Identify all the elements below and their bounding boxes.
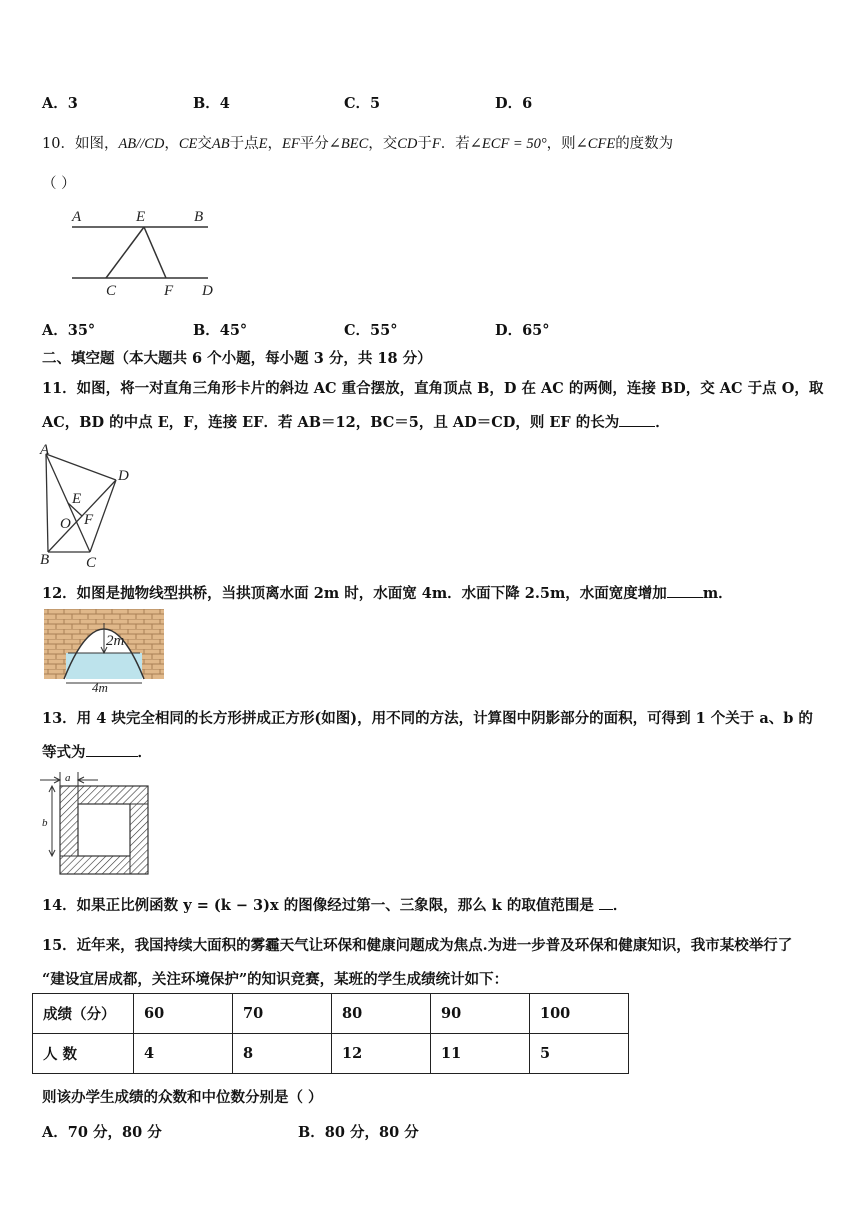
svg-text:C: C [86,555,97,570]
option-d: D．6 [495,95,533,112]
option-c: C．55° [344,322,398,339]
option-c: C．5 [344,95,381,112]
answer-blank [86,742,138,757]
parallel-lines-figure [62,203,222,298]
score-table [32,993,629,1074]
triangles-figure [38,440,138,570]
question-10-text: 10．如图，AB//CD，CE交AB于点E，EF平分∠BEC，交CD于F．若∠ECF = 50°，则∠CFE的度数为 [42,136,674,152]
option-a: A．3 [42,95,78,112]
svg-text:D: D [118,468,129,484]
square-tiling-figure [38,768,156,878]
label-f: F [164,283,174,298]
section-heading: 二、填空题（本大题共 6 个小题，每小题 3 分，共 18 分） [42,350,432,367]
table-row: 人 数 4 8 12 11 5 [33,1034,629,1074]
question-11-line1: 11．如图，将一对直角三角形卡片的斜边 AC 重合摆放，直角顶点 B，D 在 AC 的两侧，连接 BD，交 AC 于点 O，取 [42,380,824,397]
label-e: E [136,209,146,225]
answer-paren: （ ） [42,176,76,192]
svg-text:F: F [84,512,94,528]
option-b: B．45° [193,322,248,339]
option-a: A．70 分，80 分 [42,1124,162,1141]
svg-text:a: a [65,772,71,784]
label-b: B [194,209,204,225]
option-b: B．4 [193,95,230,112]
question-15-question: 则该办学生成绩的众数和中位数分别是（ ） [42,1089,323,1106]
svg-text:A: A [40,442,50,458]
question-14-text: 14．如果正比例函数 y = (k − 3)x 的图像经过第一、三象限，那么 k 的取值范围是 ． [42,897,628,914]
question-12-text: 12．如图是抛物线型拱桥，当拱顶离水面 2m 时，水面宽 4m．水面下降 2.5m，水面宽度增加 m． [42,585,733,602]
svg-text:2m: 2m [106,633,125,649]
question-11-line2: AC，BD 的中点 E，F，连接 EF．若 AB＝12，BC＝5，且 AD＝CD，则 EF 的长为 ． [42,414,670,431]
question-13-line1: 13．用 4 块完全相同的长方形拼成正方形(如图)，用不同的方法，计算图中阴影部分的面积，可得到 1 个关于 a、b 的 [42,710,813,727]
svg-text:E: E [72,491,82,507]
answer-blank [619,412,655,427]
question-15-line2: “建设宜居成都，关注环境保护”的知识竞赛，某班的学生成绩统计如下： [42,971,509,988]
table-row: 成绩（分） 60 70 80 90 100 [33,994,629,1034]
arch-bridge-figure [44,609,166,693]
answer-blank [599,895,613,910]
svg-text:O: O [60,516,71,532]
label-c: C [106,283,117,298]
label-a: A [72,209,82,225]
question-13-line2: 等式为 ． [42,744,152,761]
svg-text:B: B [40,552,50,568]
option-b: B．80 分，80 分 [298,1124,419,1141]
svg-text:b: b [42,817,48,829]
answer-blank [667,583,703,598]
label-d: D [202,283,213,298]
question-15-line1: 15．近年来，我国持续大面积的雾霾天气让环保和健康问题成为焦点.为进一步普及环保和健康知识，我市某校举行了 [42,937,793,954]
option-d: D．65° [495,322,550,339]
option-a: A．35° [42,322,96,339]
svg-text:4m: 4m [92,680,108,693]
